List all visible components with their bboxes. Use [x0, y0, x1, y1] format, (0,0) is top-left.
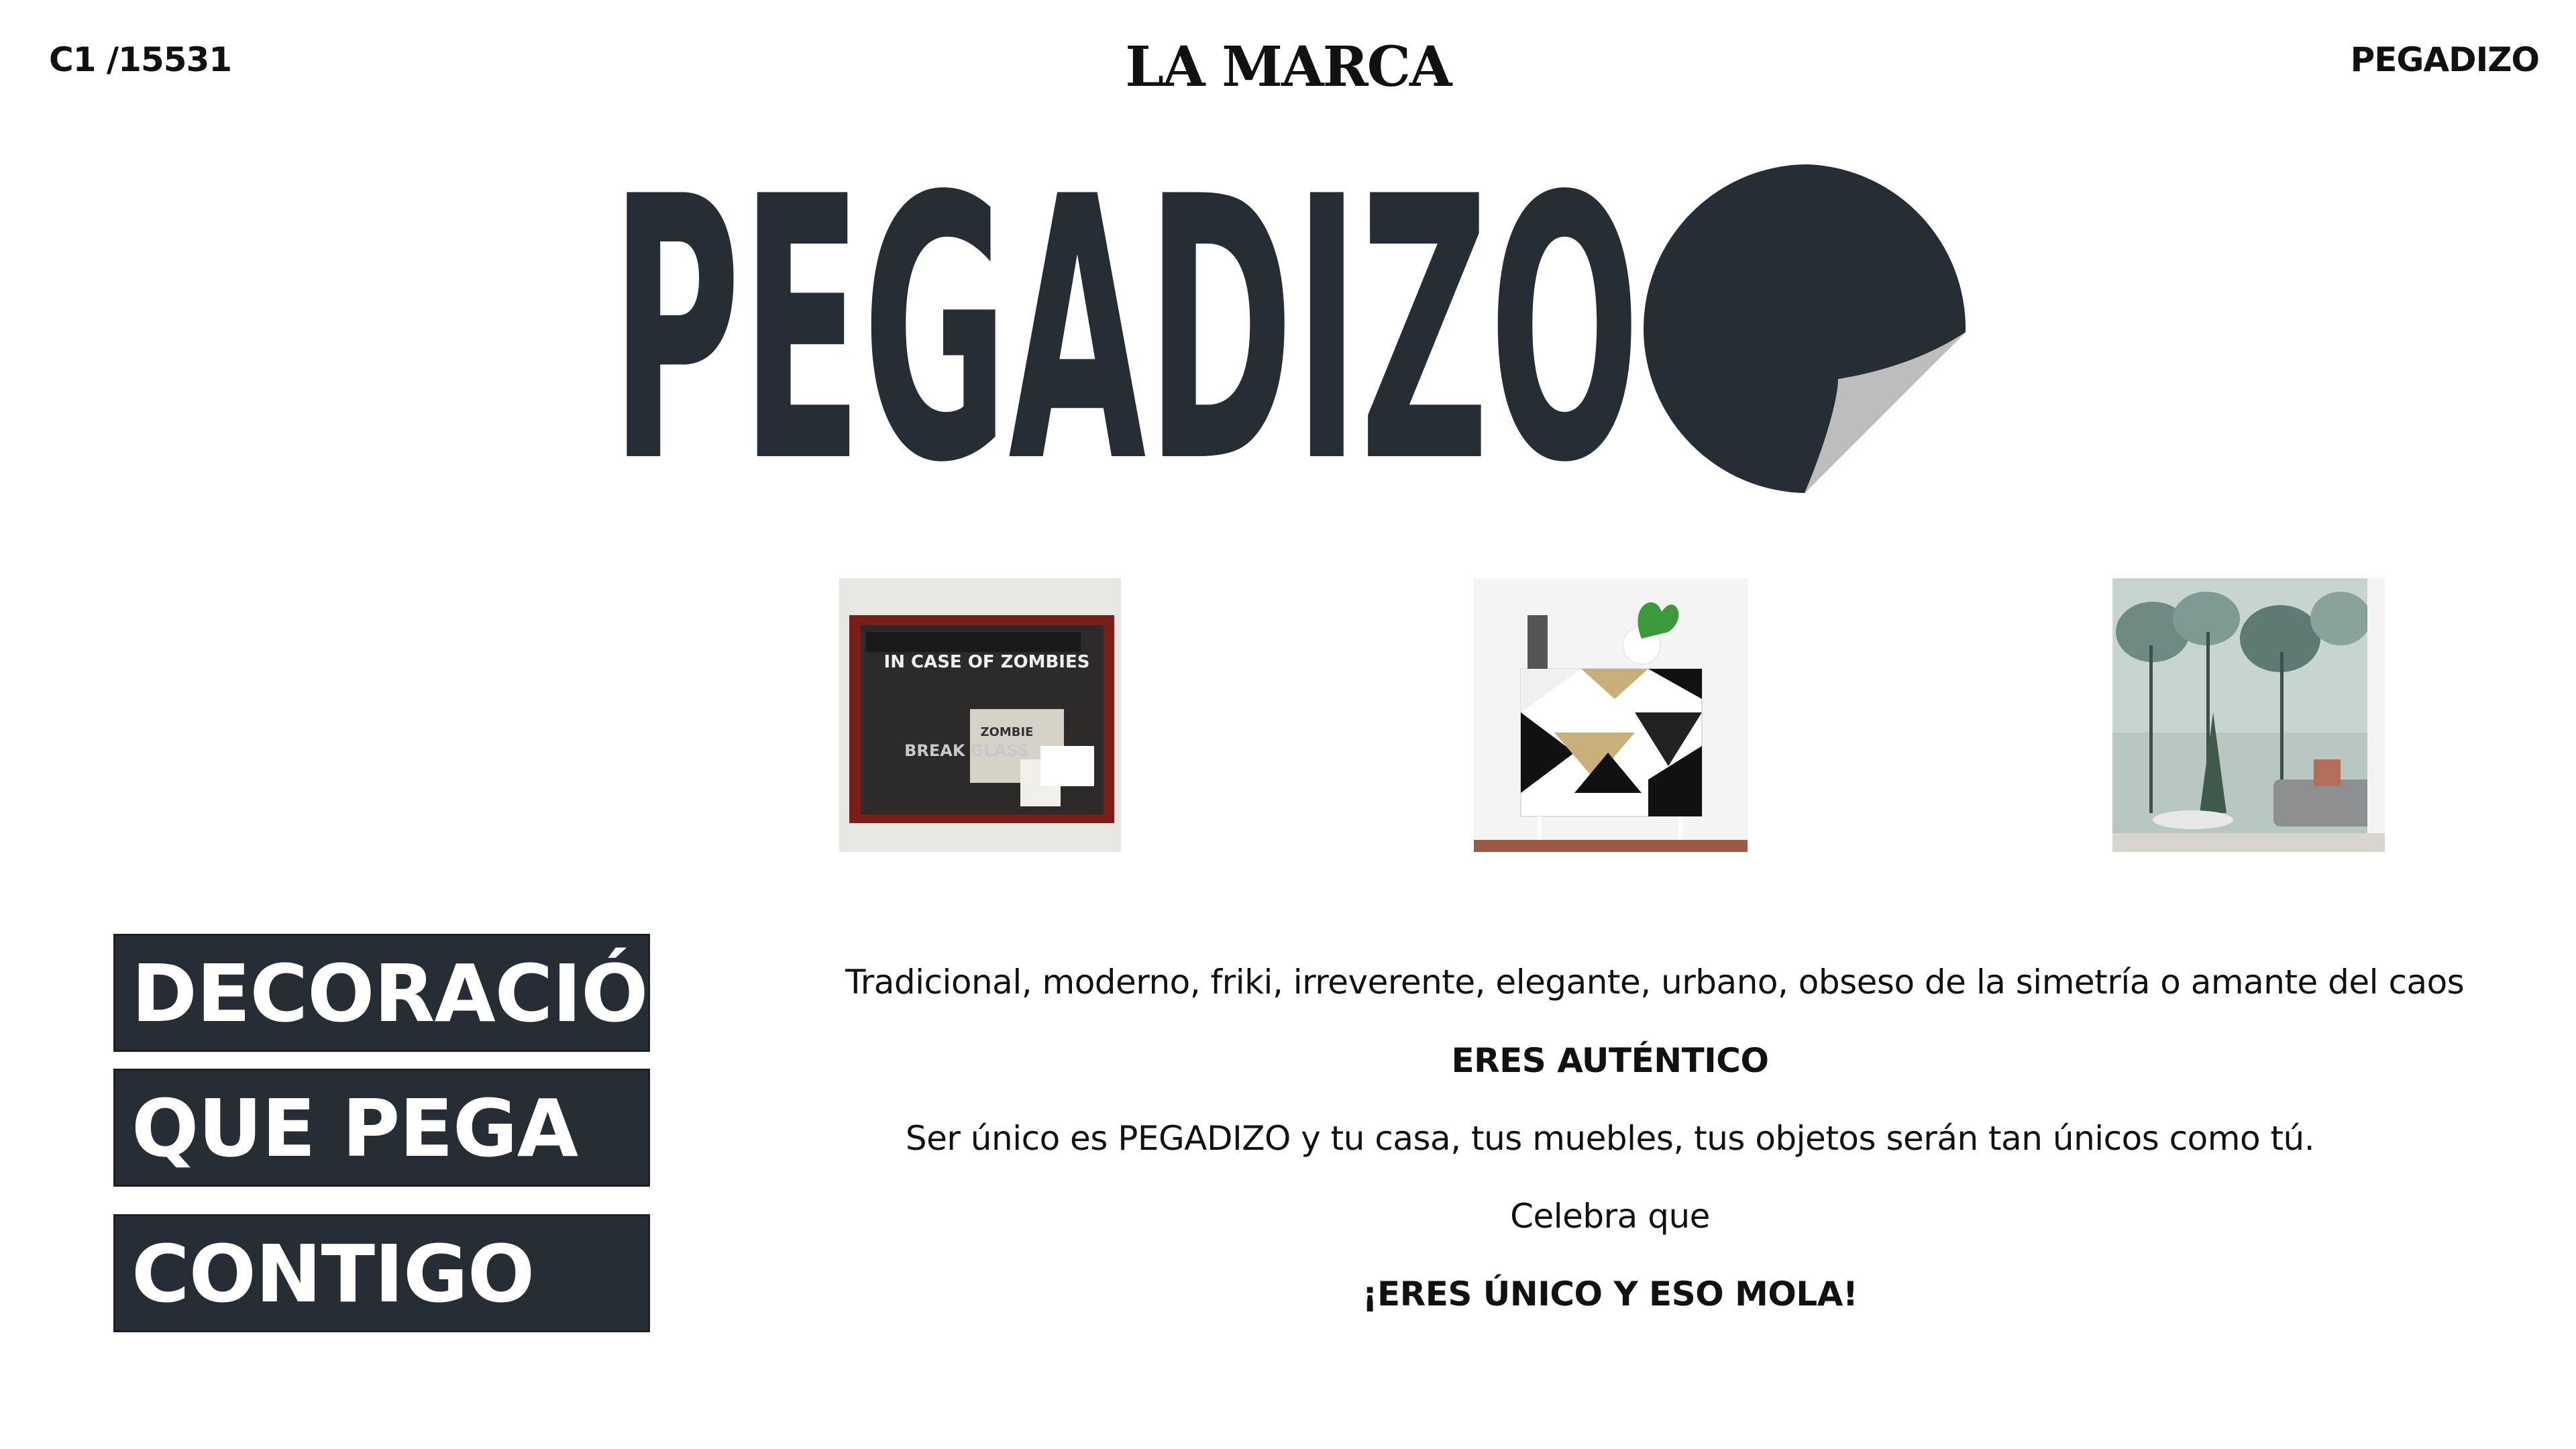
- forest-wallpaper-photo: [2112, 578, 2385, 852]
- label-que-pega: QUE PEGA: [113, 1069, 650, 1187]
- copy-unique-line: Ser único es PEGADIZO y tu casa, tus muebles, tus objetos serán tan únicos como tú.: [905, 1119, 2315, 1158]
- decorated-dresser-photo: [1474, 578, 1748, 852]
- label-decoracion: DECORACIÓN: [113, 934, 650, 1052]
- zombie-frame-photo: [839, 578, 1121, 852]
- copy-tagline: ¡ERES ÚNICO Y ESO MOLA!: [1362, 1275, 1858, 1313]
- copy-styles-line: Tradicional, moderno, friki, irreverente, elegante, urbano, obseso de la simetría o amante del caos: [845, 963, 2465, 1002]
- brand-tag: PEGADIZO: [2350, 40, 2539, 79]
- logo-wordmark: [610, 121, 1644, 542]
- copy-authentic-line: ERES AUTÉNTICO: [1451, 1041, 1769, 1080]
- svg-text:BREAK GLASS: BREAK GLASS: [904, 741, 1029, 760]
- section-title: LA MARCA: [1125, 35, 1451, 99]
- label-contigo: CONTIGO: [113, 1214, 650, 1332]
- svg-text:PEGADIZO: PEGADIZO: [610, 121, 1640, 542]
- svg-text:IN CASE OF ZOMBIES: IN CASE OF ZOMBIES: [883, 652, 1090, 672]
- sticker-curl-icon: [1637, 158, 1986, 500]
- svg-text:ZOMBIE: ZOMBIE: [980, 725, 1034, 739]
- pegadizo-logo: [610, 121, 1986, 542]
- copy-celebrate-line: Celebra que: [1510, 1197, 1710, 1236]
- slide-code: C1 /15531: [49, 40, 232, 79]
